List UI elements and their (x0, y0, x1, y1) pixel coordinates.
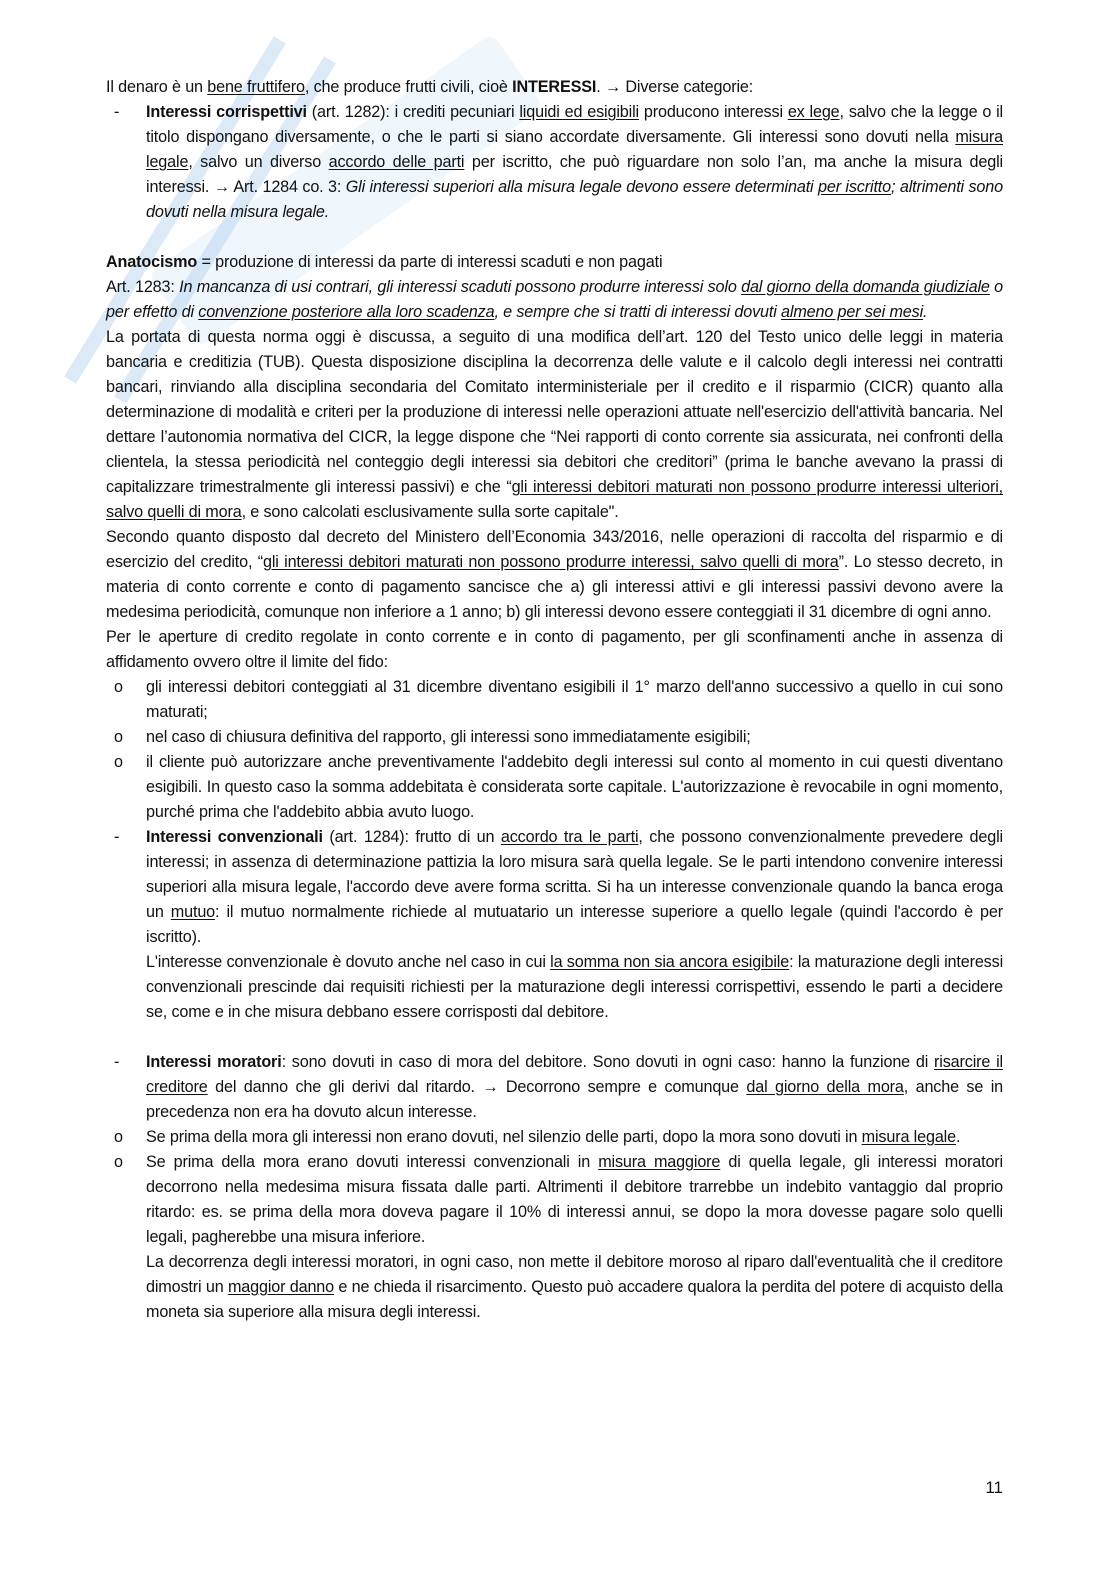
anatocismo-heading: Anatocismo = produzione di interessi da parte di interessi scaduti e non pagati (106, 253, 663, 271)
arrow-icon: → (482, 1078, 499, 1096)
sub-list-item: o Se prima della mora gli interessi non erano dovuti, nel silenzio delle parti, dopo la mora sono dovuti in misura legale. (106, 1125, 1003, 1150)
art-1283-quote: Art. 1283: In mancanza di usi contrari, gli interessi scaduti possono produrre interessi solo dal giorno della domanda giudiziale o per effetto di convenzione posteriore alla loro scadenza, e sempre che si tratti di interessi dovuti almeno per sei mesi. (106, 278, 1003, 321)
decreto-paragraph: Secondo quanto disposto dal decreto del Ministero dell’Economia 343/2016, nelle operazioni di raccolta del risparmio e di esercizio del credito, “gli interessi debitori maturati non possono produrre interessi, salvo quelli di mora”. Lo stesso decreto, in materia di conto corrente e conto di pagamento sancisce che a) gli interessi attivi e gli interessi passivi devono avere la medesima periodicità, comunque non inferiore a 1 anno; b) gli interessi devono essere conteggiati il 31 dicembre di ogni anno. (106, 528, 1003, 621)
circle-bullet: o (114, 728, 123, 746)
circle-bullet: o (114, 678, 123, 696)
convenzionali-paragraph-2: L'interesse convenzionale è dovuto anche nel caso in cui la somma non sia ancora esigibile: la maturazione degli interessi convenzionali prescinde dai requisiti richiesti per la maturazione degli interessi corrispettivi, essendo le parti a decidere se, come e in che misura debbano essere corrisposti dal debitore. (146, 953, 1004, 1021)
list-item-corrispettivi: - Interessi corrispettivi (art. 1282): i crediti pecuniari liquidi ed esigibili producono interessi ex lege, salvo che la legge o il titolo dispongano diversamente, o che le parti si siano accordate diversamente. Gli interessi sono dovuti nella misura legale, salvo un diverso accordo delle parti per iscritto, che può riguardare non solo l’an, ma anche la misura degli interessi. → Art. 1284 co. 3: Gli interessi superiori alla misura legale devono essere determinati per iscritto; altrimenti sono dovuti nella misura legale. (106, 100, 1003, 225)
aperture-paragraph: Per le aperture di credito regolate in conto corrente e in conto di pagamento, per gli sconfinamenti anche in assenza di affidamento ovvero oltre il limite del fido: (106, 628, 1003, 671)
circle-bullet: o (114, 1153, 123, 1171)
moratori-paragraph-2: La decorrenza degli interessi moratori, in ogni caso, non mette il debitore moroso al riparo dall'eventualità che il creditore dimostri un maggior danno e ne chieda il risarcimento. Questo può accadere qualora la perdita del potere di acquisto della moneta sia superiore alla misura degli interessi. (146, 1253, 1003, 1321)
circle-bullet: o (114, 1128, 123, 1146)
page-number: 11 (985, 1478, 1003, 1497)
sub-list-item: o Se prima della mora erano dovuti interessi convenzionali in misura maggiore di quella legale, gli interessi moratori decorrono nella medesima misura fissata dalle parti. Altrimenti il debitore trarrebbe un indebito vantaggio dal proprio ritardo: es. se prima della mora doveva pagare il 10% di interessi annui, se dopo la mora dovesse pagare solo quelli legali, pagherebbe una misura inferiore. La decorrenza degli interessi moratori, in ogni caso, non mette il debitore moroso al riparo dall'eventualità che il creditore dimostri un maggior danno e ne chieda il risarcimento. Questo può accadere qualora la perdita del potere di acquisto della moneta sia superiore alla misura degli interessi. (106, 1150, 1003, 1325)
dash-bullet: - (114, 828, 120, 846)
intro-paragraph: Il denaro è un bene fruttifero, che produce frutti civili, cioè INTERESSI. → Diverse categorie: (106, 78, 754, 96)
sub-list-item: o nel caso di chiusura definitiva del rapporto, gli interessi sono immediatamente esigibili; (106, 725, 1003, 750)
list-item-moratori: - Interessi moratori: sono dovuti in caso di mora del debitore. Sono dovuti in ogni caso: hanno la funzione di risarcire il creditore del danno che gli derivi dal ritardo. → Decorrono sempre e comunque dal giorno della mora, anche se in precedenza non era ha dovuto alcun interesse. (106, 1050, 1003, 1125)
arrow-icon: → (213, 178, 230, 196)
arrow-icon: → (604, 78, 621, 96)
sub-list-item: o gli interessi debitori conteggiati al 31 dicembre diventano esigibili il 1° marzo dell'anno successivo a quello in cui sono maturati; (106, 675, 1003, 725)
tub-paragraph: La portata di questa norma oggi è discussa, a seguito di una modifica dell’art. 120 del Testo unico delle leggi in materia bancaria e creditizia (TUB). Questa disposizione disciplina la decorrenza delle valute e il calcolo degli interessi nei contratti bancari, rinviando alla disciplina secondaria del Comitato interministeriale per il credito e il risparmio (CICR) quanto alla determinazione di modalità e criteri per la produzione di interessi nelle operazioni attuate nell'esercizio dell'attività bancaria. Nel dettare l’autonomia normativa del CICR, la legge dispone che “Nei rapporti di conto corrente sia assicurata, nei confronti della clientela, la stessa periodicità nel conteggio degli interessi sia debitori che creditori” (prima le banche avevano la prassi di capitalizzare trimestralmente gli interessi passivi) e che “gli interessi debitori maturati non possono produrre interessi ulteriori, salvo quelli di mora, e sono calcolati esclusivamente sulla sorte capitale". (106, 328, 1003, 521)
list-item-convenzionali: - Interessi convenzionali (art. 1284): frutto di un accordo tra le parti, che possono convenzionalmente prevedere degli interessi; in assenza di determinazione pattizia la loro misura sarà quella legale. Se le parti intendono convenire interessi superiori alla misura legale, l'accordo deve avere forma scritta. Si ha un interesse convenzionale quando la banca eroga un mutuo: il mutuo normalmente richiede al mutuatario un interesse superiore a quello legale (quindi l'accordo è per iscritto). L'interesse convenzionale è dovuto anche nel caso in cui la somma non sia ancora esigibile: la maturazione degli interessi convenzionali prescinde dai requisiti richiesti per la maturazione degli interessi corrispettivi, essendo le parti a decidere se, come e in che misura debbano essere corrisposti dal debitore. (106, 825, 1003, 1025)
sub-list-item: o il cliente può autorizzare anche preventivamente l'addebito degli interessi sul conto al momento in cui questi diventano esigibili. In questo caso la somma addebitata è considerata sorte capitale. L'autorizzazione è revocabile in ogni momento, purché prima che l'addebito abbia avuto luogo. (106, 750, 1003, 825)
dash-bullet: - (114, 1053, 120, 1071)
dash-bullet: - (114, 103, 120, 121)
document-page (106, 75, 1003, 1325)
circle-bullet: o (114, 753, 123, 771)
